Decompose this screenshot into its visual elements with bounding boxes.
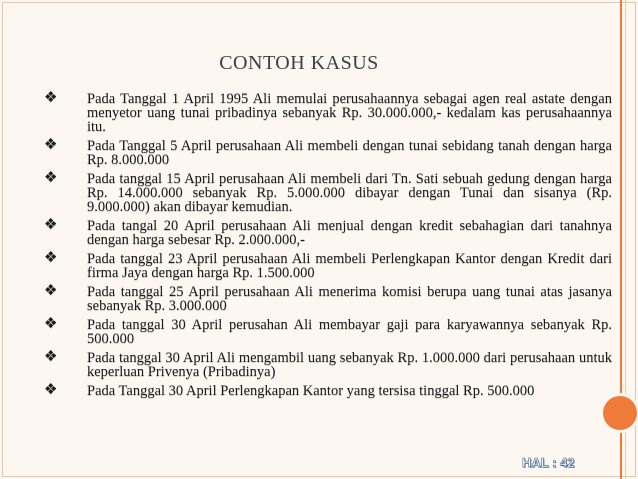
bullet-icon: ❖ — [44, 349, 58, 365]
list-item-text: Pada Tanggal 1 April 1995 Ali memulai perusahaannya sebagai agen real astate dengan menyetor uang tunai pribadinya sebanyak Rp. 30.000.000,- kedalam kas perusahaannya itu. — [87, 91, 612, 135]
slide-title: CONTOH KASUS — [219, 52, 379, 74]
list-item — [44, 219, 612, 247]
case-list — [44, 92, 612, 403]
bullet-icon: ❖ — [44, 316, 58, 332]
bullet-icon: ❖ — [44, 382, 58, 398]
list-item — [44, 92, 612, 134]
list-item — [44, 172, 612, 214]
list-item-text: Pada Tanggal 5 April perusahaan Ali membeli dengan tunai sebidang tanah dengan harga Rp. 8.000.000 — [87, 138, 612, 168]
list-item-text: Pada Tanggal 30 April Perlengkapan Kantor yang tersisa tinggal Rp. 500.000 — [87, 383, 535, 399]
bullet-icon: ❖ — [44, 90, 58, 106]
list-item-text: Pada tanggal 15 April perusahaan Ali membeli dari Tn. Sati sebuah gedung dengan harga Rp. 14.000.000 sebanyak Rp. 5.000.000 dibayar dengan Tunai dan sisanya (Rp. 9.000.000) akan dibayar kemudian. — [87, 171, 612, 215]
list-item — [44, 351, 612, 379]
list-item-text: Pada tangal 20 April perusahaan Ali menjual dengan kredit sebahagian dari tanahnya dengan harga sebesar Rp. 2.000.000,- — [87, 218, 612, 248]
list-item — [44, 285, 612, 313]
list-item-text: Pada tanggal 23 April perusahaan Ali membeli Perlengkapan Kantor dengan Kredit dari firma Jaya dengan harga Rp. 1.500.000 — [87, 251, 612, 281]
bullet-icon: ❖ — [44, 283, 58, 299]
page-number: HAL : 42 — [522, 455, 575, 470]
list-item-text: Pada tanggal 25 April perusahaan Ali menerima komisi berupa uang tunai atas jasanya sebanyak Rp. 3.000.000 — [87, 284, 612, 314]
bullet-icon: ❖ — [44, 137, 58, 153]
list-item — [44, 139, 612, 167]
list-item — [44, 252, 612, 280]
bullet-icon: ❖ — [44, 250, 58, 266]
bullet-icon: ❖ — [44, 217, 58, 233]
list-item-text: Pada tanggal 30 April Ali mengambil uang sebanyak Rp. 1.000.000 dari perusahaan untuk keperluan Privenya (Pribadinya) — [87, 350, 612, 380]
bullet-icon: ❖ — [44, 170, 58, 186]
list-item — [44, 384, 612, 398]
list-item-text: Pada tanggal 30 April perusahan Ali membayar gaji para karyawannya sebanyak Rp. 500.000 — [87, 317, 612, 347]
list-item — [44, 318, 612, 346]
